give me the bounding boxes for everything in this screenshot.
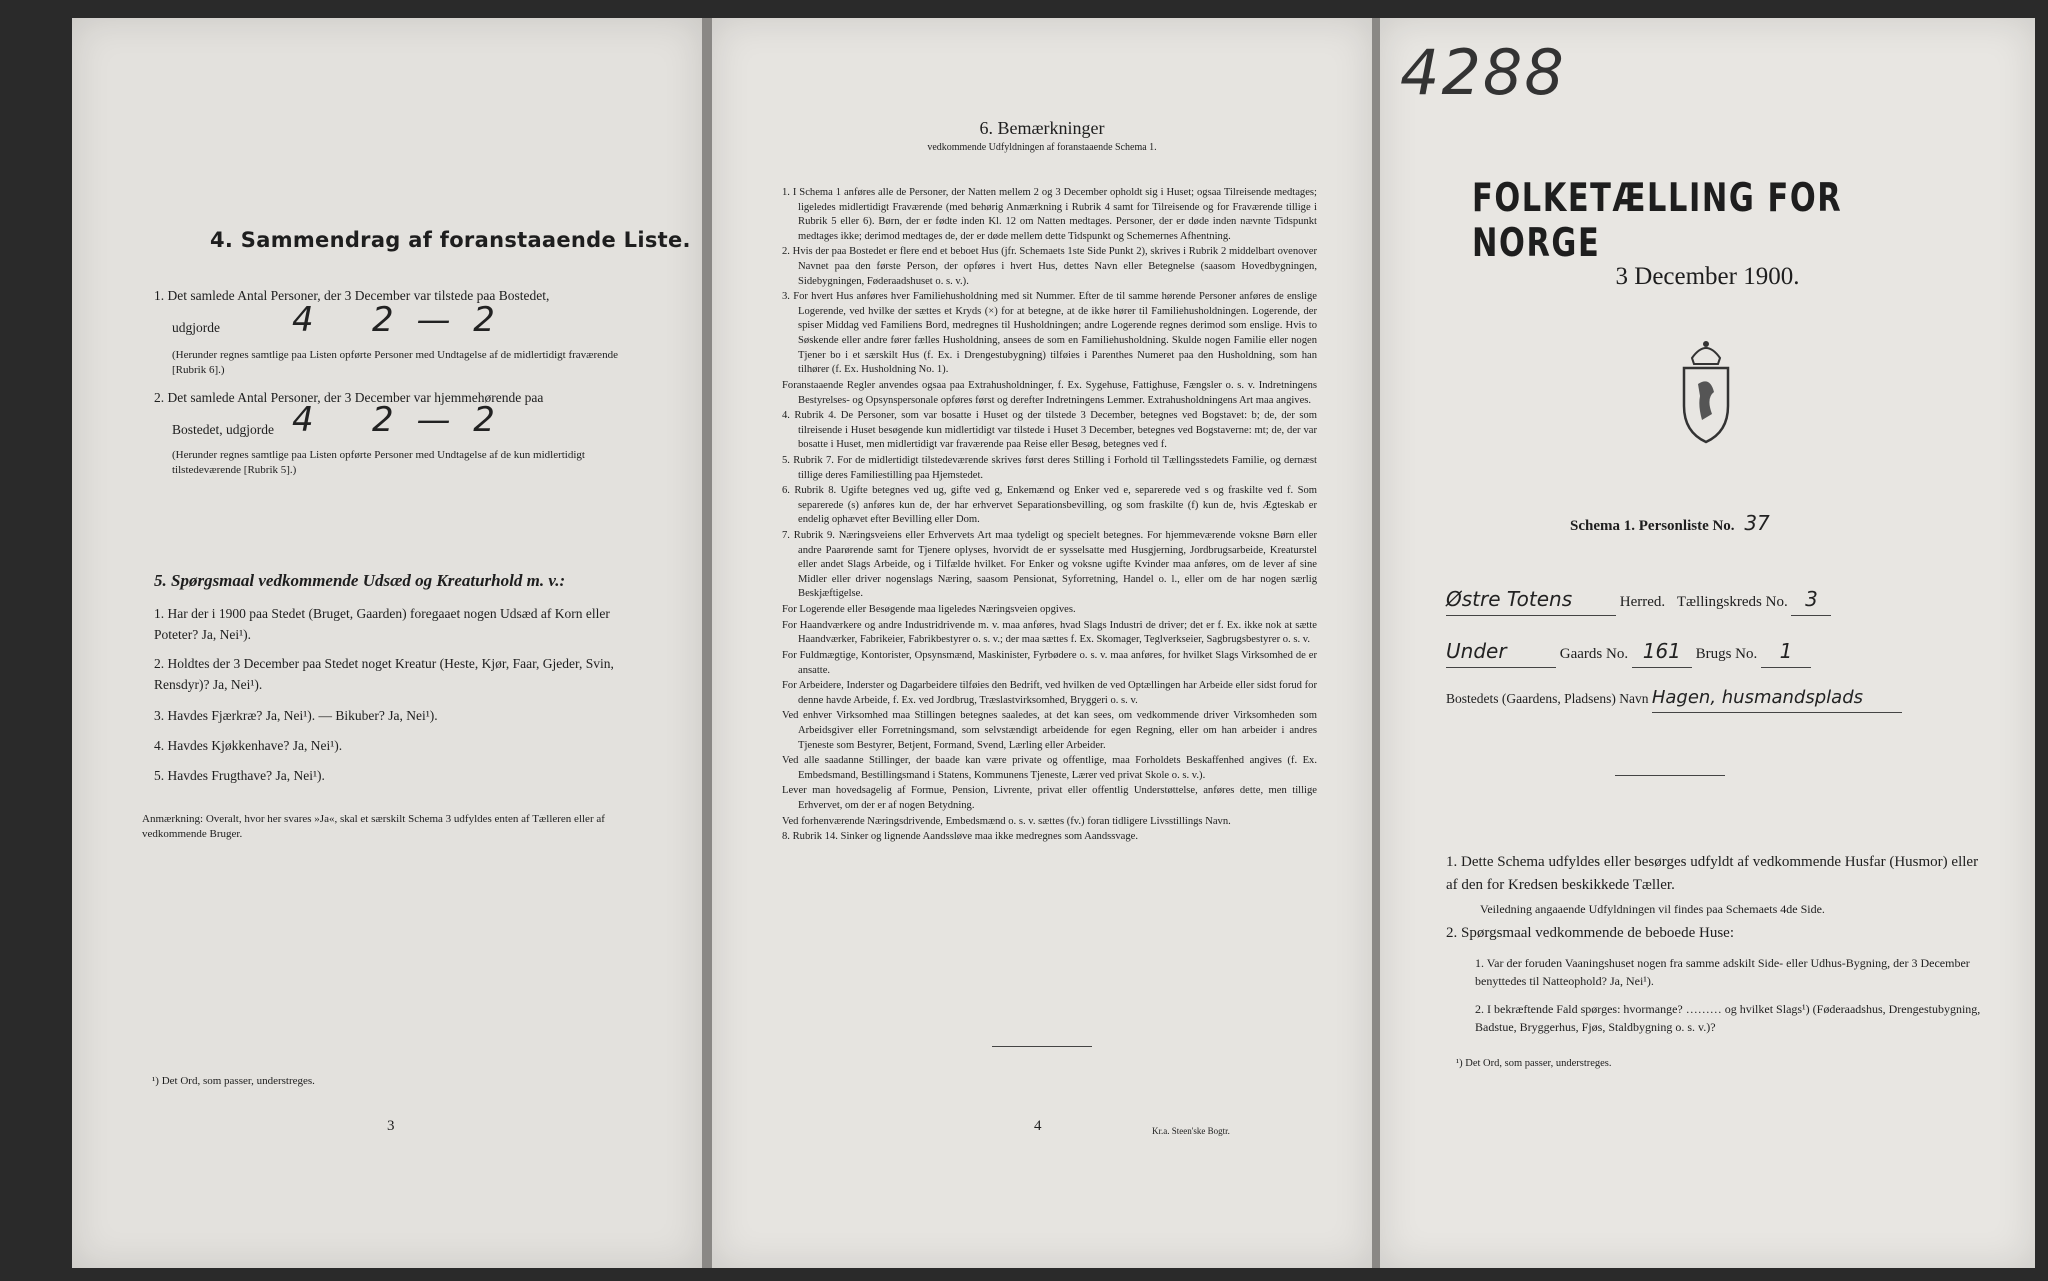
- herred-handwritten: Østre Totens: [1446, 584, 1616, 616]
- remark-item: Ved alle saadanne Stillinger, der baade kan være private og offentlige, maa Forholdets Beskaffenhed angives (f. Ex. Embedsmand, Bestillingsmand i Statens, Kommunens Tjeneste, Lærer ved privat Skole o. s. v.).: [782, 755, 1317, 781]
- instruction-1: 1. Dette Schema udfyldes eller besørges udfyldt af vedkommende Husfar (Husmor) eller af den for Kredsen beskikkede Tæller.: [1446, 854, 1979, 894]
- item2-total-handwritten: 4: [292, 400, 320, 440]
- footnote: ¹) Det Ord, som passer, understreges.: [152, 1075, 315, 1087]
- remark: Anmærkning: Overalt, hvor her svares »Ja«, skal et særskilt Schema 3 udfyldes enten af Tælleren eller af vedkommende Bruger.: [142, 813, 605, 841]
- remark-item: 1. I Schema 1 anføres alle de Personer, der Natten mellem 2 og 3 December opholdt sig i Huset; ogsaa Tilreisende medtages; ligeledes midlertidigt Fraværende (med behørig Anmærkning i Rubrik 4 samt for Tilreisende og for Fraværende tillige i Rubrik 5 eller 6). Børn, der er fødte inden Kl. 12 om Natten medtages. Personer, der er døde inden nævnte Tidspunkt medtages ikke; derimod medtages de, der er døde mellem dette Tidspunkt og Schemernes Afhentning.: [782, 187, 1317, 242]
- remark-item: Ved forhenværende Næringsdrivende, Embedsmænd o. s. v. sættes (fv.) foran tidligere Livsstillings Navn.: [782, 815, 1231, 827]
- item2-bosted: Bostedet, udgjorde: [172, 422, 274, 437]
- footnote: ¹) Det Ord, som passer, understreges.: [1456, 1058, 1612, 1069]
- brugs-label: Brugs No.: [1695, 646, 1758, 662]
- remark-item: For Fuldmægtige, Kontorister, Opsynsmænd, Maskinister, Fyrbødere o. s. v. maa anføres, for hvilket Slags Virksomhed de er ansatte.: [782, 649, 1317, 676]
- page-number: 3: [387, 1118, 395, 1134]
- document-title: FOLKETÆLLING FOR NORGE: [1472, 176, 1843, 266]
- brugs-number-handwritten: 1: [1761, 636, 1811, 668]
- remarks-list: [782, 186, 1317, 846]
- remark-item: 7. Rubrik 9. Næringsveiens eller Erhvervets Art maa tydeligt og specielt betegnes. For hjemmeværende voksne Børn eller andre Paarørende samt for Tjenere oplyses, hvorvidt de er sysselsatte med Husgjerning, Jordbrugsarbeide, Kreaturstel eller andet Slags Arbeide, og i Tilfælde hvilket. For Enker og voksne ugifte Kvinder maa anføres, om de lever af sine Midler eller driver nogenslags Næring, saasom Pensionat, Syforretning, Handel o. l., eller om de har nogen særlig Beskjæftigelse.: [782, 530, 1317, 600]
- remark-item: 6. Rubrik 8. Ugifte betegnes ved ug, gifte ved g, Enkemænd og Enker ved e, separerede ved s og fraskilte ved f. Som separerede (s) anføres kun de, der har erhvervet Separationsbevilling, og som fraskilte (f) kun de, hvis Ægteskab er endelig ophævet efter Bevilling eller Dom.: [782, 485, 1317, 526]
- remark-item: 4. Rubrik 4. De Personer, som var bosatte i Huset og der tilstede 3 December, betegnes ved Bogstavet: b; de, der som tilreisende i Huset besøgende kun midlertidigt var tilstede i Huset 3 December, betegnes ved Bogstaverne: mt; de, der var bosatte i Huset, men midlertidigt var fraværende paa Reise eller Besøg, betegnes ved f.: [782, 410, 1317, 451]
- remark-item: 3. For hvert Hus anføres hver Familiehusholdning med sit Nummer. Efter de til samme hørende Personer anføres de enslige Logerende, ved hvilke der sættes et Kryds (×) for at betegne, at de ikke hører til Familiehusholdningen. Logerende, der spiser Middag ved Familiens Bord, medregnes til Husholdningen; andre Logerende regnes derimod som enslige. Hvis to Søskende eller andre fører fælles Husholdning, ansees de som en Familiehusholdning. Skulde nogen Familie eller nogen Tjener bo i et særskilt Hus (f. Ex. i Drengestubygning) tilføies i Parenthes Numeret paa den Husholdning, som han tilhører (f. Ex. Husholdning No. 1).: [782, 291, 1317, 376]
- question-2: 2. Holdtes der 3 December paa Stedet noget Kreatur (Heste, Kjør, Faar, Gjeder, Svin, Rensdyr)? Ja, Nei¹).: [154, 656, 614, 692]
- document-date: 3 December 1900.: [1615, 263, 1800, 290]
- instruction-2: 2. Spørgsmaal vedkommende de beboede Huse:: [1446, 925, 1734, 941]
- herred-label: Herred.: [1619, 594, 1666, 610]
- section-6-heading: 6. Bemærkninger: [979, 118, 1105, 138]
- item2-text: 2. Det samlede Antal Personer, der 3 December var hjemmehørende paa: [154, 390, 544, 405]
- section-6-subheading: vedkommende Udfyldningen af foranstaaende Schema 1.: [927, 142, 1157, 153]
- remark-item: For Logerende eller Besøgende maa ligeledes Næringsveien opgives.: [782, 604, 1076, 616]
- item1-split-handwritten: 2 — 2: [372, 300, 501, 340]
- gaards-label: Gaards No.: [1559, 646, 1629, 662]
- question-3: 3. Havdes Fjærkræ? Ja, Nei¹). — Bikuber? Ja, Nei¹).: [154, 708, 438, 723]
- remark-item: For Arbeidere, Inderster og Dagarbeidere tilføies den Bedrift, ved hvilken de ved Optællingen har Arbeide eller sidst forud for denne havde Arbeide, f. Ex. ved Jordbrug, Træslastvirksomhed, Bryggeri o. s. v.: [782, 680, 1317, 706]
- kreds-label: Tællingskreds No.: [1676, 594, 1788, 610]
- page-4: [712, 18, 1372, 1268]
- item2-note: (Herunder regnes samtlige paa Listen opførte Personer med Undtagelse af de kun midlertidigt tilstedeværende [Rubrik 5].): [172, 449, 585, 477]
- remark-item: For Haandværkere og andre Industridrivende m. v. maa anføres, hvad Slags Industri de driver; det er f. Ex. ikke nok at sætte Haandværker, Fabrikeier, Fabrikbestyrer o. s. v.; der maa sættes f. Ex. Skomager, Teglverkseier, Sagbrugsbestyrer o. s. v.: [782, 619, 1317, 646]
- remark-item: 2. Hvis der paa Bostedet er flere end et beboet Hus (jfr. Schemaets 1ste Side Punkt 2), skrives i Rubrik 2 middelbart ovenover Navnet paa den første Person, der opføres i hvert Hus, dettes Navn eller Betegnelse (saasom Hovedbygningen, Sidebygningen, Føderaadshuset o. s. v.).: [782, 246, 1317, 287]
- item1-text: 1. Det samlede Antal Personer, der 3 December var tilstede paa Bostedet,: [154, 288, 550, 303]
- page-3: [72, 18, 702, 1268]
- archive-number-handwritten: 4288: [1400, 36, 1566, 109]
- page-gutter: [702, 18, 712, 1268]
- remark-item: Ved enhver Virksomhed maa Stillingen betegnes saaledes, at det kan sees, om vedkommende driver Virksomheden som Arbeidsgiver eller Forretningsmand, som selvstændigt arbeidende for egen Regning, eller om han arbeider i andres Tjeneste som Bestyrer, Betjent, Formand, Svend, Lærling eller Arbeider.: [782, 710, 1317, 751]
- item1-total-handwritten: 4: [292, 300, 320, 340]
- remark-item: Foranstaaende Regler anvendes ogsaa paa Extrahusholdninger, f. Ex. Sygehuse, Fattighuse, Fængsler o. s. v. Indretningens Bestyrelses- og Opsynspersonale opføres først og derefter Indretningens Lemmer. Extrahusholdningens Art maa angives.: [782, 379, 1317, 406]
- remark-item: 8. Rubrik 14. Sinker og lignende Aandssløve maa ikke medregnes som Aandssvage.: [782, 831, 1139, 843]
- section-5-heading: 5. Spørgsmaal vedkommende Udsæd og Kreaturhold m. v.:: [154, 571, 566, 590]
- kreds-number-handwritten: 3: [1791, 584, 1831, 616]
- under-handwritten: Under: [1446, 636, 1556, 668]
- divider: [1615, 775, 1725, 776]
- schema-number-handwritten: 37: [1744, 511, 1770, 535]
- bosted-handwritten: Hagen, husmandsplads: [1652, 684, 1902, 713]
- coat-of-arms-icon: [1670, 336, 1742, 446]
- schema-label: Schema 1. Personliste No.: [1570, 518, 1735, 534]
- remark-item: Lever man hovedsagelig af Formue, Pension, Livrente, privat eller offentlig Understøttelse, anføres dette, men tillige Erhvervet, om der er af nogen Betydning.: [782, 785, 1317, 811]
- item2-split-handwritten: 2 — 2: [372, 400, 501, 440]
- cover-page: [1380, 18, 2035, 1268]
- item1-note: (Herunder regnes samtlige paa Listen opførte Personer med Undtagelse af de midlertidigt fraværende [Rubrik 6].): [172, 349, 618, 377]
- instruction-2-question-2: 2. I bekræftende Fald spørges: hvormange? ……… og hvilket Slags¹) (Føderaadshus, Drengestubygning, Badstue, Bryggerhus, Fjøs, Staldbygning o. s. v.)?: [1475, 1002, 1981, 1034]
- instruction-1-note: Veiledning angaaende Udfyldningen vil findes paa Schemaets 4de Side.: [1480, 902, 1825, 916]
- divider: [992, 1046, 1092, 1047]
- bosted-label: Bostedets (Gaardens, Pladsens) Navn: [1446, 691, 1649, 706]
- question-5: 5. Havdes Frugthave? Ja, Nei¹).: [154, 768, 325, 783]
- gaards-number-handwritten: 161: [1632, 636, 1692, 668]
- printer-mark: Kr.a. Steen'ske Bogtr.: [1152, 1126, 1230, 1136]
- page-number: 4: [1034, 1118, 1042, 1134]
- question-4: 4. Havdes Kjøkkenhave? Ja, Nei¹).: [154, 738, 343, 753]
- instruction-2-question-1: 1. Var der foruden Vaaningshuset nogen fra samme adskilt Side- eller Udhus-Bygning, der 3 December benyttedes til Natteophold? Ja, Nei¹).: [1475, 956, 1970, 988]
- question-1: 1. Har der i 1900 paa Stedet (Bruget, Gaarden) foregaaet nogen Udsæd af Korn eller Poteter? Ja, Nei¹).: [154, 606, 610, 642]
- item1-udgjorde: udgjorde: [172, 320, 220, 335]
- section-4-heading: 4. Sammendrag af foranstaaende Liste.: [210, 228, 691, 252]
- remark-item: 5. Rubrik 7. For de midlertidigt tilstedeværende skrives først deres Stilling i Forhold til Tællingsstedets Familie, og dernæst tillige deres Familiestilling paa Hjemstedet.: [782, 454, 1317, 481]
